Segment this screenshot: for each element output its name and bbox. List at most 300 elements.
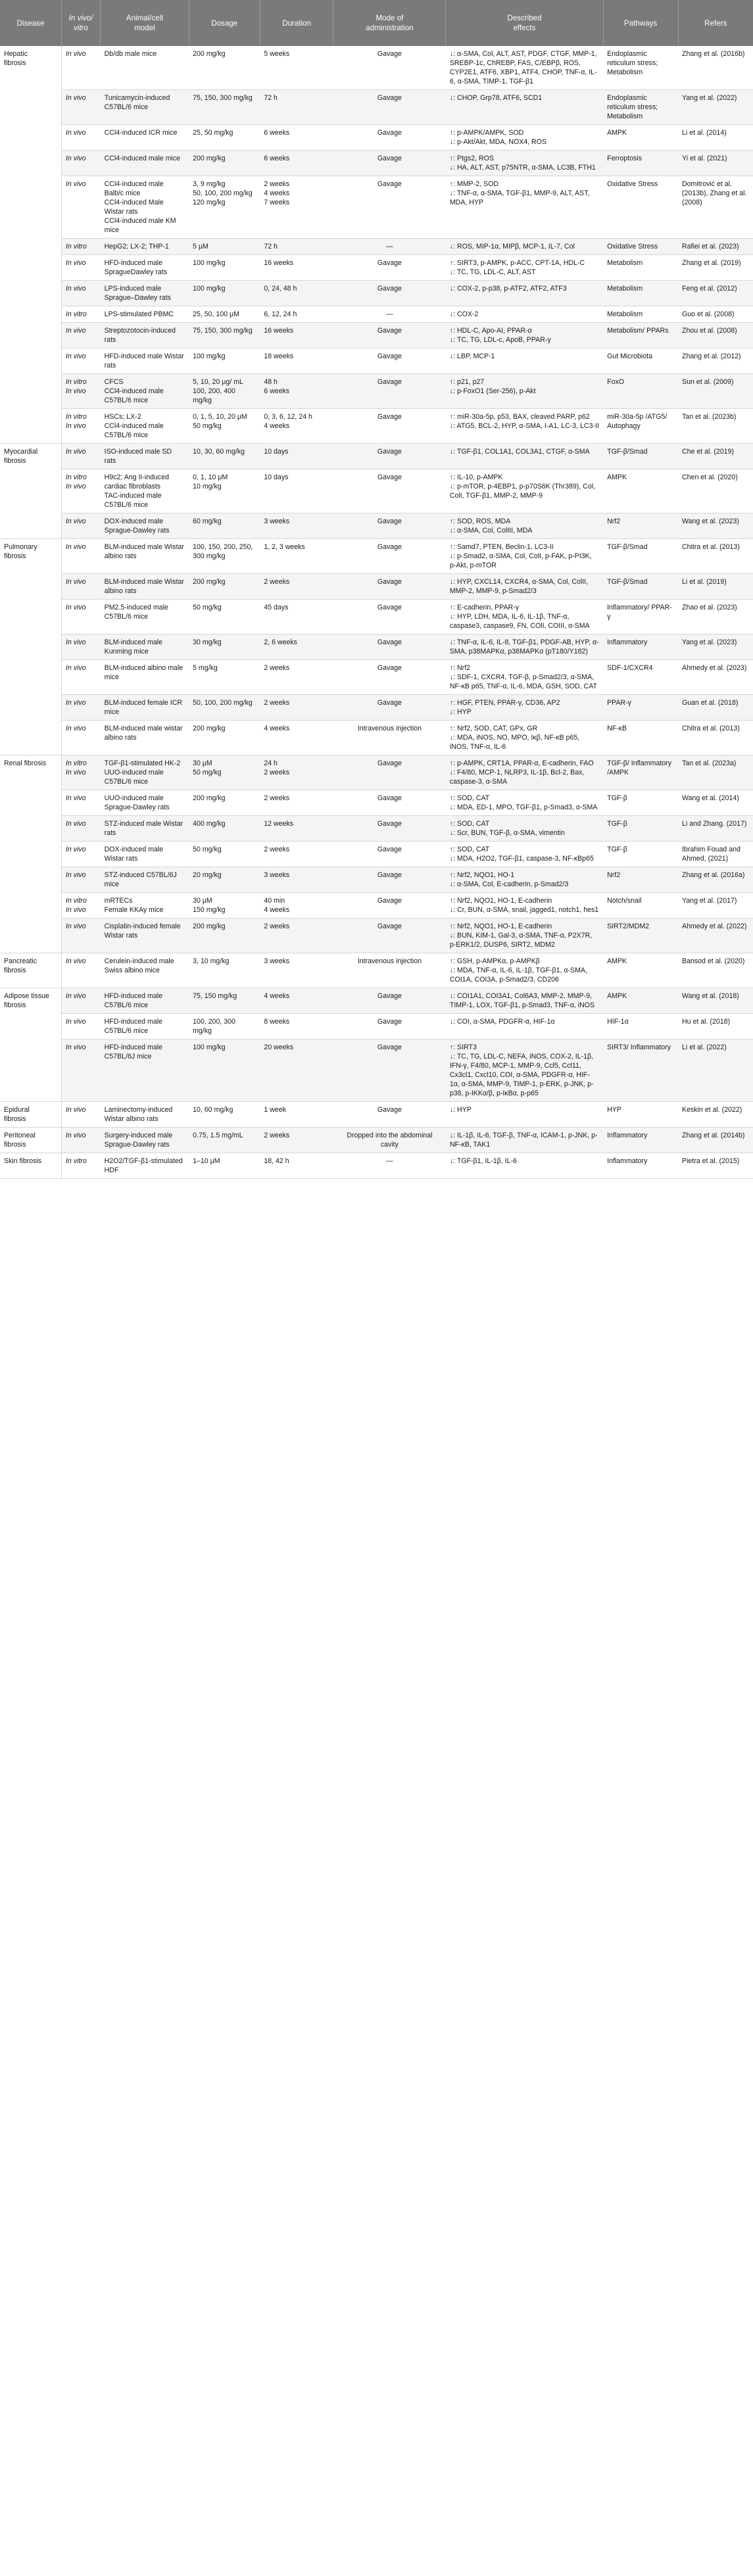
in-vivo-cell: In vitro — [61, 1153, 100, 1179]
model-cell: HFD-induced male C57BL/6J mice — [101, 1039, 189, 1102]
refers-cell: Keskin et al. (2022) — [678, 1102, 753, 1128]
table-row — [0, 90, 753, 125]
duration-cell: 2 weeks — [260, 660, 333, 695]
table-row — [0, 374, 753, 409]
duration-cell: 72 h — [260, 90, 333, 125]
duration-cell: 16 weeks — [260, 323, 333, 348]
pathways-cell: TGF-β/Smad — [603, 539, 678, 574]
in-vivo-cell: In vitro In vivo — [61, 755, 100, 790]
administration-cell: Gavage — [333, 600, 446, 634]
pathways-cell: TGF-β/Smad — [603, 574, 678, 600]
effects-cell: ↑: MMP-2, SOD ↓: TNF-α, α-SMA, TGF-β1, MMP-9, ALT, AST, MDA, HYP — [446, 176, 603, 239]
disease-cell: Myocardial fibrosis — [0, 444, 61, 539]
disease-cell: Hepatic fibrosis — [0, 46, 61, 444]
duration-cell: 2 weeks — [260, 842, 333, 867]
in-vivo-cell: In vivo — [61, 1102, 100, 1128]
in-vivo-cell: In vivo — [61, 176, 100, 239]
dosage-cell: 10, 60 mg/kg — [189, 1102, 260, 1128]
duration-cell: 2 weeks — [260, 695, 333, 721]
model-cell: HSCs; LX-2 CCl4-induced male C57BL/6 mice — [101, 409, 189, 444]
disease-cell: Renal fibrosis — [0, 755, 61, 953]
table-row — [0, 255, 753, 281]
duration-cell: 2 weeks — [260, 918, 333, 953]
model-cell: BLM-induced albino male mice — [101, 660, 189, 695]
effects-cell: ↓: TGF-β1, IL-1β, IL-6 — [446, 1153, 603, 1179]
model-cell: BLM-induced female ICR mice — [101, 695, 189, 721]
refers-cell: Zhou et al. (2008) — [678, 323, 753, 348]
in-vivo-cell: In vivo — [61, 90, 100, 125]
administration-cell: — — [333, 239, 446, 255]
model-cell: HFD-induced male C57BL/6 mice — [101, 988, 189, 1014]
model-cell: Streptozotocin-induced rats — [101, 323, 189, 348]
model-cell: BLM-induced male Kunming mice — [101, 634, 189, 660]
table-row — [0, 953, 753, 988]
effects-cell: ↑: p-AMPK, CRT1A, PPAR-α, E-cadherin, FAO ↓: F4/80, MCP-1, NLRP3, IL-1β, Bcl-2, Bax, caspase-3, α-SMA — [446, 755, 603, 790]
duration-cell: 2 weeks — [260, 1128, 333, 1153]
model-cell: PM2.5-induced male C57BL/6 mice — [101, 600, 189, 634]
model-cell: mRTECs Female KKAy mice — [101, 893, 189, 918]
duration-cell: 6 weeks — [260, 151, 333, 176]
refers-cell: Zhang et al. (2019) — [678, 255, 753, 281]
table-row — [0, 409, 753, 444]
model-cell: UUO-induced male Sprague-Dawley rats — [101, 790, 189, 816]
model-cell: DOX-induced male Wistar rats — [101, 842, 189, 867]
duration-cell: 3 weeks — [260, 953, 333, 988]
disease-cell: Peritoneal fibrosis — [0, 1128, 61, 1153]
table-row — [0, 721, 753, 755]
administration-cell: Gavage — [333, 539, 446, 574]
table-row — [0, 842, 753, 867]
pathways-cell: Inflammatory — [603, 1128, 678, 1153]
duration-cell: 8 weeks — [260, 1014, 333, 1039]
effects-cell: ↓: COI1A1, COI3A1, Col6A3, MMP-2, MMP-9, TIMP-1, LOX, TGF-β1, p-Smad3, TNF-α, iNOS — [446, 988, 603, 1014]
administration-cell: Gavage — [333, 790, 446, 816]
refers-cell: Zhao et al. (2023) — [678, 600, 753, 634]
administration-cell: Gavage — [333, 151, 446, 176]
effects-cell: ↓: COI, α-SMA, PDGFR-α, HIF-1α — [446, 1014, 603, 1039]
refers-cell: Pietra et al. (2015) — [678, 1153, 753, 1179]
administration-cell: Gavage — [333, 469, 446, 513]
dosage-cell: 5 mg/kg — [189, 660, 260, 695]
in-vivo-cell: In vivo — [61, 634, 100, 660]
duration-cell: 24 h 2 weeks — [260, 755, 333, 790]
pathways-cell: TGF-β — [603, 790, 678, 816]
model-cell: LPS-stimulated PBMC — [101, 306, 189, 323]
model-cell: Surgery-induced male Sprague-Dawley rats — [101, 1128, 189, 1153]
pathways-cell: TGF-β/ Inflammatory /AMPK — [603, 755, 678, 790]
model-cell: HFD-induced male Wistar rats — [101, 348, 189, 374]
pathways-cell: Metabolism — [603, 281, 678, 306]
table-row — [0, 281, 753, 306]
duration-cell: 3 weeks — [260, 867, 333, 893]
header-dosage: Dosage — [189, 0, 260, 46]
table-row — [0, 323, 753, 348]
in-vivo-cell: In vitro — [61, 239, 100, 255]
model-cell: HepG2; LX-2; THP-1 — [101, 239, 189, 255]
pathways-cell: TGF-β/Smad — [603, 444, 678, 469]
table-row — [0, 918, 753, 953]
dosage-cell: 0, 1, 10 μM 10 mg/kg — [189, 469, 260, 513]
administration-cell: Gavage — [333, 1039, 446, 1102]
effects-cell: ↓: CHOP, Grp78, ATF6, SCD1 — [446, 90, 603, 125]
pathways-cell: Nrf2 — [603, 513, 678, 539]
pathways-cell: SIRT2/MDM2 — [603, 918, 678, 953]
in-vivo-cell: In vitro In vivo — [61, 469, 100, 513]
dosage-cell: 3, 10 mg/kg — [189, 953, 260, 988]
refers-cell: Zhang et al. (2014b) — [678, 1128, 753, 1153]
in-vivo-cell: In vivo — [61, 790, 100, 816]
refers-cell: Zhang et al. (2016a) — [678, 867, 753, 893]
dosage-cell: 200 mg/kg — [189, 790, 260, 816]
in-vivo-cell: In vivo — [61, 695, 100, 721]
administration-cell: Gavage — [333, 660, 446, 695]
in-vivo-cell: In vivo — [61, 539, 100, 574]
in-vivo-cell: In vivo — [61, 574, 100, 600]
pathways-cell: FoxO — [603, 374, 678, 409]
in-vivo-cell: In vivo — [61, 721, 100, 755]
refers-cell: Li et al. (2014) — [678, 125, 753, 151]
table-row — [0, 539, 753, 574]
duration-cell: 3 weeks — [260, 513, 333, 539]
dosage-cell: 10, 30, 60 mg/kg — [189, 444, 260, 469]
pathways-cell: Gut Microbiota — [603, 348, 678, 374]
dosage-cell: 50 mg/kg — [189, 600, 260, 634]
duration-cell: 20 weeks — [260, 1039, 333, 1102]
duration-cell: 2 weeks — [260, 574, 333, 600]
dosage-cell: 30 μM 50 mg/kg — [189, 755, 260, 790]
model-cell: HFD-induced male SpragueDawley rats — [101, 255, 189, 281]
effects-cell: ↑: IL-10, p-AMPK ↓: p-mTOR, p-4EBP1, p-p70S6K (Thr389), Col, ColI, TGF-β1, MMP-2, MMP-9 — [446, 469, 603, 513]
effects-cell: ↑: SOD, CAT ↓: Scr, BUN, TGF-β, α-SMA, vimentin — [446, 816, 603, 842]
refers-cell: Sun et al. (2009) — [678, 374, 753, 409]
dosage-cell: 25, 50, 100 μM — [189, 306, 260, 323]
in-vivo-cell: In vivo — [61, 281, 100, 306]
table-body — [0, 46, 753, 1179]
pathways-cell: AMPK — [603, 125, 678, 151]
dosage-cell: 100, 200, 300 mg/kg — [189, 1014, 260, 1039]
refers-cell: Guan et al. (2018) — [678, 695, 753, 721]
dosage-cell: 200 mg/kg — [189, 721, 260, 755]
duration-cell: 16 weeks — [260, 255, 333, 281]
model-cell: CFCS CCl4-induced male C57BL/6 mice — [101, 374, 189, 409]
pathways-cell: miR-30a-5p /ATG5/ Autophagy — [603, 409, 678, 444]
administration-cell: Gavage — [333, 125, 446, 151]
pathways-cell: Inflammatory — [603, 634, 678, 660]
dosage-cell: 100, 150, 200, 250, 300 mg/kg — [189, 539, 260, 574]
in-vivo-cell: In vitro In vivo — [61, 409, 100, 444]
duration-cell: 12 weeks — [260, 816, 333, 842]
effects-cell: ↓: HYP — [446, 1102, 603, 1128]
duration-cell: 18, 42 h — [260, 1153, 333, 1179]
dosage-cell: 0, 1, 5, 10, 20 μM 50 mg/kg — [189, 409, 260, 444]
pathways-cell: Notch/snail — [603, 893, 678, 918]
model-cell: H2O2/TGF-β1-stimulated HDF — [101, 1153, 189, 1179]
table-row — [0, 867, 753, 893]
table-row — [0, 893, 753, 918]
table-row — [0, 695, 753, 721]
refers-cell: Ahmedy et al. (2022) — [678, 918, 753, 953]
model-cell: Cisplatin-induced female Wistar rats — [101, 918, 189, 953]
administration-cell: Dropped into the abdominal cavity — [333, 1128, 446, 1153]
table-row — [0, 816, 753, 842]
in-vivo-cell: In vivo — [61, 1039, 100, 1102]
in-vivo-cell: In vivo — [61, 660, 100, 695]
administration-cell: Gavage — [333, 988, 446, 1014]
duration-cell: 45 days — [260, 600, 333, 634]
administration-cell: Gavage — [333, 574, 446, 600]
dosage-cell: 5 μM — [189, 239, 260, 255]
duration-cell: 10 days — [260, 444, 333, 469]
dosage-cell: 3, 9 mg/kg 50, 100, 200 mg/kg 120 mg/kg — [189, 176, 260, 239]
effects-cell: ↑: E-cadherin, PPAR-γ ↓: HYP, LDH, MDA, IL-6, IL-1β, TNF-α, caspase3, caspase9, FN, COlI, COIII, α-SMA — [446, 600, 603, 634]
table-row — [0, 125, 753, 151]
header-duration: Duration — [260, 0, 333, 46]
effects-cell: ↑: HGF, PTEN, PPAR-γ, CD36, AP2 ↓: HYP — [446, 695, 603, 721]
administration-cell: Intravenous injection — [333, 953, 446, 988]
dosage-cell: 200 mg/kg — [189, 151, 260, 176]
administration-cell: Gavage — [333, 695, 446, 721]
dosage-cell: 75, 150 mg/kg — [189, 988, 260, 1014]
refers-cell: Zhang et al. (2012) — [678, 348, 753, 374]
effects-cell: ↑: p-AMPK/AMPK, SOD ↓: p-Akt/Akt, MDA, NOX4, ROS — [446, 125, 603, 151]
in-vivo-cell: In vivo — [61, 600, 100, 634]
table-row — [0, 46, 753, 90]
model-cell: TGF-β1-stimulated HK-2 UUO-induced male C57BL/6 mice — [101, 755, 189, 790]
effects-cell: ↓: TGF-β1, COL1A1, COL3A1, CTGF, α-SMA — [446, 444, 603, 469]
model-cell: ISO-induced male SD rats — [101, 444, 189, 469]
administration-cell: — — [333, 1153, 446, 1179]
refers-cell: Ibrahim Fouad and Ahmed, (2021) — [678, 842, 753, 867]
refers-cell: Bansod et al. (2020) — [678, 953, 753, 988]
pathways-cell: HIF-1α — [603, 1014, 678, 1039]
model-cell: CCl4-induced male mice — [101, 151, 189, 176]
effects-cell: ↓: HYP, CXCL14, CXCR4, α-SMA, Col, ColII, MMP-2, MMP-9, p-Smad2/3 — [446, 574, 603, 600]
effects-cell: ↓: ROS, MIP-1α, MIPβ, MCP-1, IL-7, Col — [446, 239, 603, 255]
refers-cell: Hu et al. (2018) — [678, 1014, 753, 1039]
pathways-cell: TGF-β — [603, 816, 678, 842]
administration-cell: Gavage — [333, 634, 446, 660]
administration-cell: Gavage — [333, 281, 446, 306]
model-cell: BLM-induced male Wistar albino rats — [101, 539, 189, 574]
header-pathways: Pathways — [603, 0, 678, 46]
duration-cell: 2 weeks 4 weeks 7 weeks — [260, 176, 333, 239]
effects-cell: ↑: Nrf2, SOD, CAT, GPx, GR ↓: MDA, iNOS, NO, MPO, Iκβ, NF-κB p65, iNOS, TNF-α, IL-6 — [446, 721, 603, 755]
model-cell: LPS-induced male Sprague–Dawley rats — [101, 281, 189, 306]
administration-cell: Gavage — [333, 867, 446, 893]
table-row — [0, 1128, 753, 1153]
fibrosis-table — [0, 0, 753, 1179]
effects-cell: ↑: HDL-C, Apo-AI, PPAR-α ↓: TC, TG, LDL-c, ApoB, PPAR-γ — [446, 323, 603, 348]
administration-cell: Gavage — [333, 348, 446, 374]
duration-cell: 2, 6 weeks — [260, 634, 333, 660]
table-row — [0, 600, 753, 634]
dosage-cell: 200 mg/kg — [189, 46, 260, 90]
administration-cell: Gavage — [333, 918, 446, 953]
disease-cell: Skin fibrosis — [0, 1153, 61, 1179]
pathways-cell: Endoplasmic reticulum stress; Metabolism — [603, 46, 678, 90]
pathways-cell: TGF-β — [603, 842, 678, 867]
refers-cell: Chen et al. (2020) — [678, 469, 753, 513]
in-vivo-cell: In vivo — [61, 513, 100, 539]
table-row — [0, 1153, 753, 1179]
refers-cell: Rafiei et al. (2023) — [678, 239, 753, 255]
dosage-cell: 5, 10, 20 μg/ mL 100, 200, 400 mg/kg — [189, 374, 260, 409]
duration-cell: 72 h — [260, 239, 333, 255]
duration-cell: 6, 12, 24 h — [260, 306, 333, 323]
effects-cell: ↑: SOD, CAT ↓: MDA, H2O2, TGF-β1, caspase-3, NF-κBp65 — [446, 842, 603, 867]
duration-cell: 2 weeks — [260, 790, 333, 816]
refers-cell: Wang et al. (2023) — [678, 513, 753, 539]
table-row — [0, 176, 753, 239]
pathways-cell: AMPK — [603, 988, 678, 1014]
table-row — [0, 634, 753, 660]
refers-cell: Yang et al. (2022) — [678, 90, 753, 125]
duration-cell: 4 weeks — [260, 988, 333, 1014]
pathways-cell: NF-κB — [603, 721, 678, 755]
table-row — [0, 469, 753, 513]
dosage-cell: 30 mg/kg — [189, 634, 260, 660]
in-vivo-cell: In vivo — [61, 323, 100, 348]
table-row — [0, 239, 753, 255]
pathways-cell: HYP — [603, 1102, 678, 1128]
refers-cell: Chitra et al. (2013) — [678, 539, 753, 574]
table-row — [0, 660, 753, 695]
effects-cell: ↑: Nrf2, NQO1, HO-1, E-cadherin ↓: Cr, BUN, α-SMA, snail, jagged1, notch1, hes1 — [446, 893, 603, 918]
disease-cell: Pulmonary fibrosis — [0, 539, 61, 755]
header-refers: Refers — [678, 0, 753, 46]
refers-cell: Wang et al. (2014) — [678, 790, 753, 816]
refers-cell: Li et al. (2022) — [678, 1039, 753, 1102]
dosage-cell: 30 μM 150 mg/kg — [189, 893, 260, 918]
administration-cell: Gavage — [333, 255, 446, 281]
effects-cell: ↓: COX-2, p-p38, p-ATF2, ATF2, ATF3 — [446, 281, 603, 306]
dosage-cell: 1–10 μM — [189, 1153, 260, 1179]
table-row — [0, 444, 753, 469]
effects-cell: ↑: Samd7, PTEN, Beclin-1, LC3-II ↓: p-Smad2, α-SMA, Col, ColI, p-FAK, p-PI3K, p-Akt, p-mTOR — [446, 539, 603, 574]
dosage-cell: 200 mg/kg — [189, 918, 260, 953]
pathways-cell: Metabolism — [603, 255, 678, 281]
refers-cell: Feng et al. (2012) — [678, 281, 753, 306]
in-vivo-cell: In vitro — [61, 306, 100, 323]
table-row — [0, 1102, 753, 1128]
table-row — [0, 790, 753, 816]
table-row — [0, 574, 753, 600]
in-vivo-cell: In vivo — [61, 1014, 100, 1039]
effects-cell: ↑: Nrf2, NQO1, HO-1, E-cadherin ↓: BUN, KIM-1, Gal-3, α-SMA, TNF-α, P2X7R, p-ERK1/2, DUSP6, SIRT2, MDM2 — [446, 918, 603, 953]
administration-cell: Gavage — [333, 1102, 446, 1128]
model-cell: STZ-induced male Wistar rats — [101, 816, 189, 842]
table-row — [0, 1014, 753, 1039]
effects-cell: ↓: IL-1β, IL-6, TGF-β, TNF-α, ICAM-1, p-JNK, p-NF-κB, TAK1 — [446, 1128, 603, 1153]
effects-cell: ↑: SOD, ROS, MDA ↓: α-SMA, Col, ColIII, MDA — [446, 513, 603, 539]
header-administration: Mode of administration — [333, 0, 446, 46]
pathways-cell: Inflammatory — [603, 1153, 678, 1179]
dosage-cell: 25, 50 mg/kg — [189, 125, 260, 151]
table-row — [0, 988, 753, 1014]
refers-cell: Tan et al. (2023a) — [678, 755, 753, 790]
disease-cell: Epidural fibrosis — [0, 1102, 61, 1128]
table-row — [0, 348, 753, 374]
table-row — [0, 755, 753, 790]
header-disease: Disease — [0, 0, 61, 46]
effects-cell: ↓: α-SMA, Col, ALT, AST, PDGF, CTGF, MMP-1, SREBP-1c, ChREBP, FAS, C/EBPβ, ROS, CYP2E1, ATF6, XBP1, ATF4, CHOP, TNF-α, IL-6, α-SMA, TIMP-1, TGF-β1 — [446, 46, 603, 90]
pathways-cell: AMPK — [603, 469, 678, 513]
dosage-cell: 100 mg/kg — [189, 281, 260, 306]
effects-cell: ↓: COX-2 — [446, 306, 603, 323]
pathways-cell: Metabolism — [603, 306, 678, 323]
pathways-cell: SIRT3/ Inflammatory — [603, 1039, 678, 1102]
administration-cell: Gavage — [333, 176, 446, 239]
refers-cell: Yi et al. (2021) — [678, 151, 753, 176]
refers-cell: Domitrović et al. (2013b), Zhang et al. (2008) — [678, 176, 753, 239]
effects-cell: ↑: SIRT3 ↓: TC, TG, LDL-C, NEFA, iNOS, COX-2, IL-1β, IFN-γ, F4/80, MCP-1, MMP-9, Ccl5, Ccl11, Cx3cl1, Cxcl10, COI, α-SMA, PDGFR-α, HIF-1α, α-SMA, MMP-9, TIMP-1, p-ERK, p-JNK, p-p38, p-IKKα/β, p-IκBα, p-p65 — [446, 1039, 603, 1102]
administration-cell: Gavage — [333, 409, 446, 444]
administration-cell: Gavage — [333, 444, 446, 469]
table-header — [0, 0, 753, 46]
in-vivo-cell: In vivo — [61, 953, 100, 988]
administration-cell: Gavage — [333, 816, 446, 842]
dosage-cell: 20 mg/kg — [189, 867, 260, 893]
model-cell: Cerulein-induced male Swiss albino mice — [101, 953, 189, 988]
administration-cell: Gavage — [333, 842, 446, 867]
dosage-cell: 60 mg/kg — [189, 513, 260, 539]
effects-cell: ↑: p21, p27 ↓: p-FoxO1 (Ser-256), p-Akt — [446, 374, 603, 409]
pathways-cell: AMPK — [603, 953, 678, 988]
header-effects: Described effects — [446, 0, 603, 46]
model-cell: Tunicamycin-induced C57BL/6 mice — [101, 90, 189, 125]
effects-cell: ↑: miR-30a-5p, p53, BAX, cleaved PARP, p62 ↓: ATG5, BCL-2, HYP, α-SMA, I-A1, LC-3, LC3-II — [446, 409, 603, 444]
in-vivo-cell: In vivo — [61, 842, 100, 867]
dosage-cell: 100 mg/kg — [189, 348, 260, 374]
duration-cell: 10 days — [260, 469, 333, 513]
dosage-cell: 100 mg/kg — [189, 1039, 260, 1102]
in-vivo-cell: In vivo — [61, 125, 100, 151]
dosage-cell: 0.75, 1.5 mg/mL — [189, 1128, 260, 1153]
in-vivo-cell: In vivo — [61, 348, 100, 374]
refers-cell: Tan et al. (2023b) — [678, 409, 753, 444]
refers-cell: Zhang et al. (2016b) — [678, 46, 753, 90]
refers-cell: Wang et al. (2018) — [678, 988, 753, 1014]
pathways-cell: Ferroptosis — [603, 151, 678, 176]
refers-cell: Ahmedy et al. (2023) — [678, 660, 753, 695]
table-row — [0, 306, 753, 323]
in-vivo-cell: In vivo — [61, 46, 100, 90]
model-cell: CCl4-induced male Balb/c mice CCl4-induced Male Wistar rats CCl4-induced male KM mice — [101, 176, 189, 239]
effects-cell: ↑: SOD, CAT ↓: MDA, ED-1, MPO, TGF-β1, p-Smad3, α-SMA — [446, 790, 603, 816]
administration-cell: — — [333, 306, 446, 323]
model-cell: STZ-induced C57BL/6J mice — [101, 867, 189, 893]
pathways-cell: Metabolism/ PPARs — [603, 323, 678, 348]
table-row — [0, 513, 753, 539]
duration-cell: 4 weeks — [260, 721, 333, 755]
refers-cell: Li et al. (2019) — [678, 574, 753, 600]
duration-cell: 40 min 4 weeks — [260, 893, 333, 918]
administration-cell: Gavage — [333, 90, 446, 125]
in-vivo-cell: In vivo — [61, 444, 100, 469]
dosage-cell: 200 mg/kg — [189, 574, 260, 600]
duration-cell: 0, 24, 48 h — [260, 281, 333, 306]
model-cell: Laminectomy-induced Wistar albino rats — [101, 1102, 189, 1128]
disease-cell: Adipose tissue fibrosis — [0, 988, 61, 1102]
in-vivo-cell: In vivo — [61, 988, 100, 1014]
refers-cell: Chitra et al. (2013) — [678, 721, 753, 755]
administration-cell: Gavage — [333, 755, 446, 790]
pathways-cell: SDF-1/CXCR4 — [603, 660, 678, 695]
administration-cell: Intravenous injection — [333, 721, 446, 755]
pathways-cell: Inflammatory/ PPAR-γ — [603, 600, 678, 634]
effects-cell: ↓: LBP, MCP-1 — [446, 348, 603, 374]
in-vivo-cell: In vivo — [61, 816, 100, 842]
